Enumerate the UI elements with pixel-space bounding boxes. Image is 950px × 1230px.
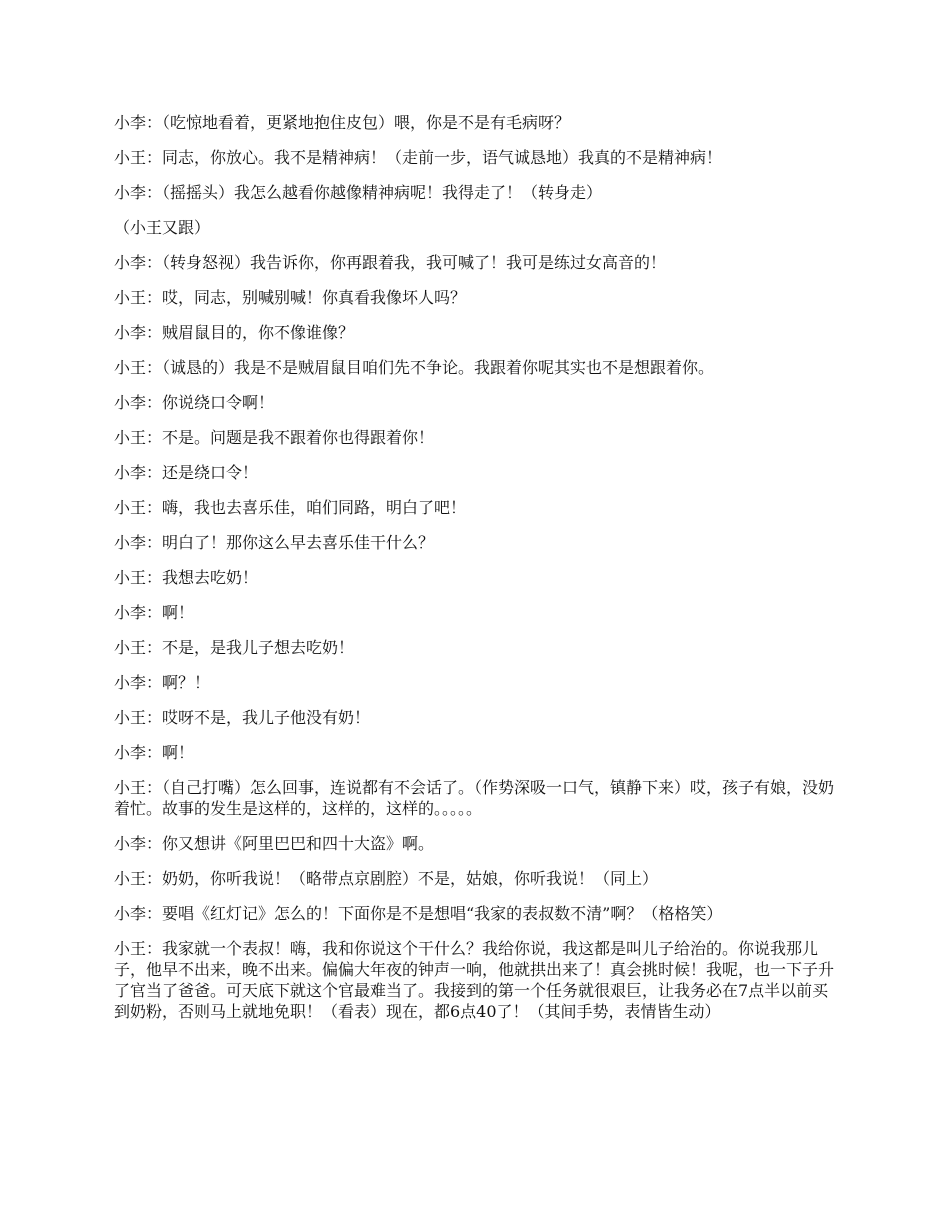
dialogue-line: 小李：你说绕口令啊！ [114, 393, 275, 412]
dialogue-line: 小王：我想去吃奶！ [114, 568, 259, 587]
dialogue-line: 小王：不是。问题是我不跟着你也得跟着你！ [114, 428, 435, 447]
dialogue-line: 小李：啊！ [114, 603, 195, 622]
dialogue-line: 小王：哎呀不是，我儿子他没有奶！ [114, 708, 371, 727]
dialogue-line: 小李：明白了！那你这么早去喜乐佳干什么？ [114, 533, 435, 552]
dialogue-line: 小王：（诚恳的）我是不是贼眉鼠目咱们先不争论。我跟着你呢其实也不是想跟着你。 [114, 358, 715, 377]
dialogue-line: 小王：同志，你放心。我不是精神病！（走前一步，语气诚恳地）我真的不是精神病！ [114, 148, 723, 167]
dialogue-line: 小王：不是，是我儿子想去吃奶！ [114, 638, 355, 657]
dialogue-line: 小李：（吃惊地看着，更紧地抱住皮包）喂，你是不是有毛病呀？ [114, 113, 571, 132]
stage-direction: （小王又跟） [114, 218, 211, 237]
dialogue-line: 小李：（摇摇头）我怎么越看你越像精神病呢！我得走了！（转身走） [114, 183, 603, 202]
dialogue-line: 小李：还是绕口令！ [114, 463, 259, 482]
dialogue-line: 小李：（转身怒视）我告诉你，你再跟着我，我可喊了！我可是练过女高音的！ [114, 253, 667, 272]
dialogue-line: 小王：嗨，我也去喜乐佳，咱们同路，明白了吧！ [114, 498, 467, 517]
dialogue-line: 小李：啊！ [114, 743, 195, 762]
dialogue-line: 小王：（自己打嘴）怎么回事，连说都有不会话了。（作势深吸一口气，镇静下来）哎，孩子有娘，没奶着忙。故事的发生是这样的，这样的，这样的。。。。。 [114, 778, 835, 818]
script-text [114, 112, 840, 1036]
dialogue-line: 小李：你又想讲《阿里巴巴和四十大盗》啊。 [114, 834, 435, 853]
dialogue-line: 小王：我家就一个表叔！嗨，我和你说这个干什么？我给你说，我这都是叫儿子给治的。你说我那儿子，他早不出来，晚不出来。偏偏大年夜的钟声一响，他就拱出来了！真会挑时候！我呢，也一下子升了官当了爸爸。可天底下就这个官最难当了。我接到的第一个任务就很艰巨，让我务必在7点半以前买到奶粉，否则马上就地免职！（看表）现在，都6点40了！（其间手势，表情皆生动） [114, 939, 835, 1021]
dialogue-line: 小王：哎，同志，别喊别喊！你真看我像坏人吗？ [114, 288, 467, 307]
dialogue-line: 小王：奶奶，你听我说！（略带点京剧腔）不是，姑娘，你听我说！（同上） [114, 869, 659, 888]
dialogue-line: 小李：贼眉鼠目的，你不像谁像？ [114, 323, 355, 342]
dialogue-line: 小李：啊？！ [114, 673, 211, 692]
dialogue-line: 小李：要唱《红灯记》怎么的！下面你是不是想唱“我家的表叔数不清”啊？（格格笑） [114, 904, 723, 923]
